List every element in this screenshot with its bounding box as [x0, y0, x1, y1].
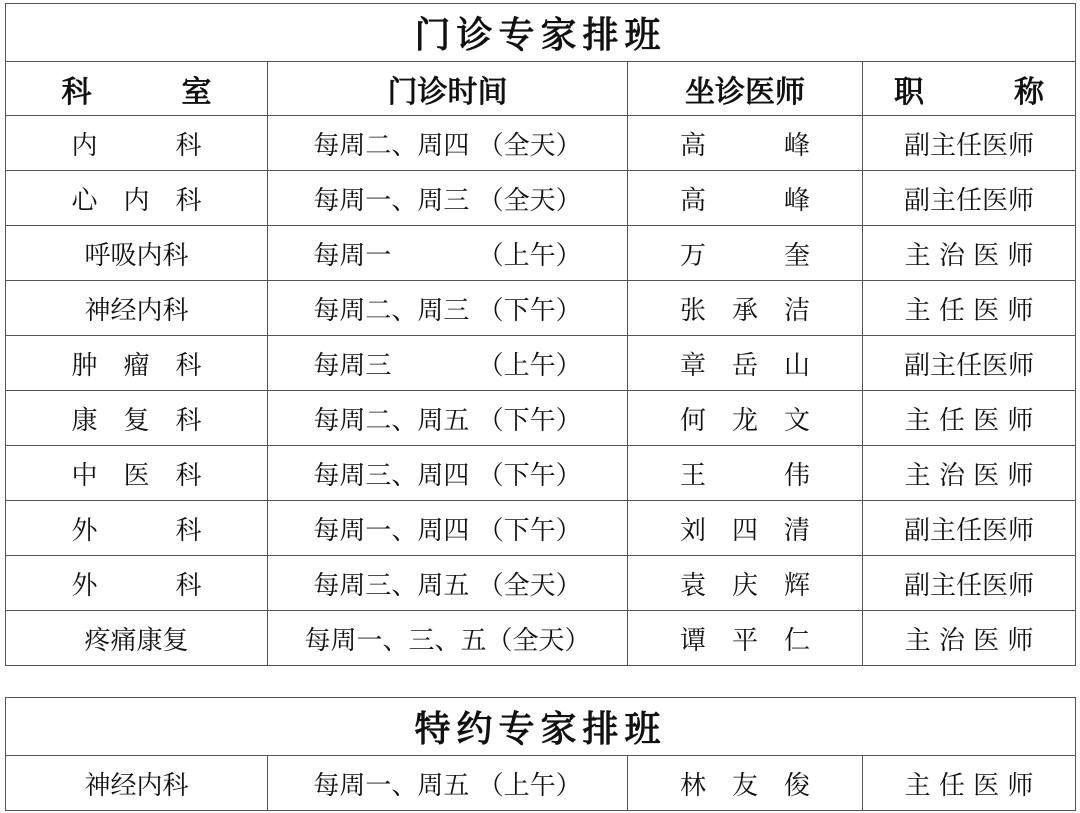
time-cell: 每周一、周三 （全天）: [268, 171, 628, 226]
table-row: [6, 171, 1076, 226]
doctor-cell: 高 峰: [628, 171, 863, 226]
time-cell: 每周二、周四 （全天）: [268, 116, 628, 171]
header-doctor: 坐诊医师: [628, 62, 863, 116]
department-cell: 肿 瘤 科: [6, 336, 268, 391]
doctor-cell: 刘 四 清: [628, 501, 863, 556]
table-row: [6, 281, 1076, 336]
department-cell: 外 科: [6, 501, 268, 556]
time-cell: 每周三、周四 （下午）: [268, 446, 628, 501]
table-row: [6, 501, 1076, 556]
table-row: [6, 116, 1076, 171]
rank-cell: 主 治 医 师: [863, 611, 1076, 666]
rank-cell: 副主任医师: [863, 501, 1076, 556]
rank-cell: 副主任医师: [863, 336, 1076, 391]
doctor-cell: 王 伟: [628, 446, 863, 501]
doctor-cell: 何 龙 文: [628, 391, 863, 446]
time-cell: 每周三 （上午）: [268, 336, 628, 391]
rank-cell: 副主任医师: [863, 556, 1076, 611]
time-cell: 每周一 （上午）: [268, 226, 628, 281]
special-title: 特约专家排班: [6, 698, 1076, 756]
table-row: [6, 226, 1076, 281]
department-cell: 心 内 科: [6, 171, 268, 226]
doctor-cell: 章 岳 山: [628, 336, 863, 391]
rank-cell: 主 治 医 师: [863, 226, 1076, 281]
department-cell: 神经内科: [6, 281, 268, 336]
time-cell: 每周一、周五 （上午）: [268, 756, 628, 811]
rank-cell: 主 任 医 师: [863, 391, 1076, 446]
time-cell: 每周三、周五 （全天）: [268, 556, 628, 611]
header-row: [6, 62, 1076, 116]
table-row: [6, 446, 1076, 501]
time-cell: 每周二、周三 （下午）: [268, 281, 628, 336]
table-row: [6, 391, 1076, 446]
table-row: [6, 336, 1076, 391]
department-cell: 神经内科: [6, 756, 268, 811]
rank-cell: 主 任 医 师: [863, 756, 1076, 811]
doctor-cell: 高 峰: [628, 116, 863, 171]
doctor-cell: 张 承 洁: [628, 281, 863, 336]
special-expert-table: [5, 697, 1076, 811]
outpatient-schedule-table: [5, 3, 1076, 666]
time-cell: 每周一、周四 （下午）: [268, 501, 628, 556]
schedule-title: 门诊专家排班: [6, 4, 1076, 62]
header-department: 科 室: [6, 62, 268, 116]
rank-cell: 主 治 医 师: [863, 446, 1076, 501]
department-cell: 康 复 科: [6, 391, 268, 446]
department-cell: 内 科: [6, 116, 268, 171]
department-cell: 呼吸内科: [6, 226, 268, 281]
department-cell: 外 科: [6, 556, 268, 611]
table-row: [6, 611, 1076, 666]
doctor-cell: 袁 庆 辉: [628, 556, 863, 611]
doctor-cell: 林 友 俊: [628, 756, 863, 811]
department-cell: 中 医 科: [6, 446, 268, 501]
time-cell: 每周二、周五 （下午）: [268, 391, 628, 446]
header-time: 门诊时间: [268, 62, 628, 116]
rank-cell: 副主任医师: [863, 116, 1076, 171]
doctor-cell: 万 奎: [628, 226, 863, 281]
table-row: [6, 756, 1076, 811]
table-row: [6, 556, 1076, 611]
time-cell: 每周一、三、五（全天）: [268, 611, 628, 666]
rank-cell: 主 任 医 师: [863, 281, 1076, 336]
department-cell: 疼痛康复: [6, 611, 268, 666]
rank-cell: 副主任医师: [863, 171, 1076, 226]
doctor-cell: 谭 平 仁: [628, 611, 863, 666]
header-title: 职 称: [863, 62, 1076, 116]
